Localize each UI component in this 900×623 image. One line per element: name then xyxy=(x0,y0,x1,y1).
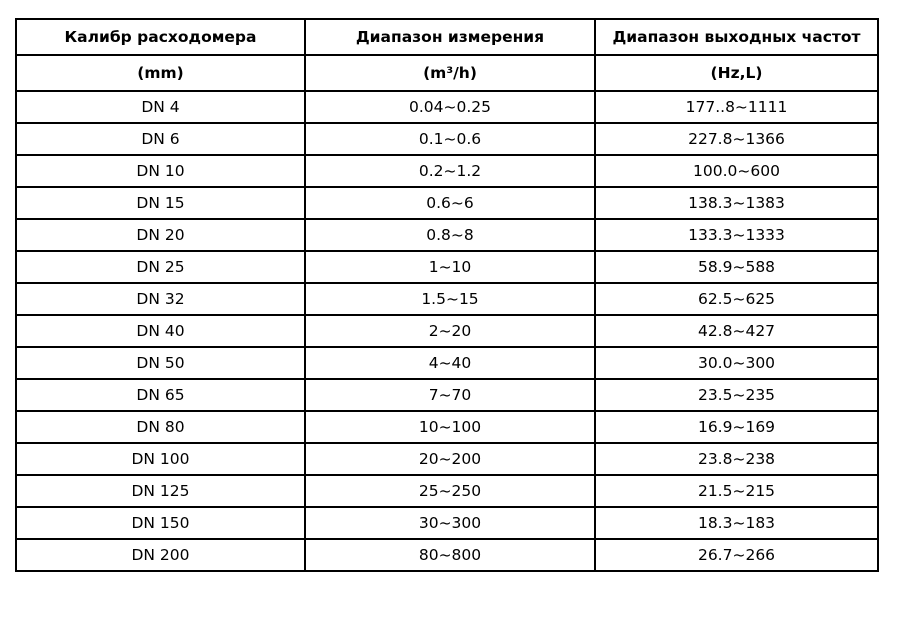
cell-measurement-range: 0.1~0.6 xyxy=(305,123,595,155)
cell-measurement-range: 0.6~6 xyxy=(305,187,595,219)
cell-caliber: DN 10 xyxy=(16,155,305,187)
header-output-frequency-range: Диапазон выходных частот xyxy=(595,19,878,55)
cell-caliber: DN 50 xyxy=(16,347,305,379)
cell-caliber: DN 4 xyxy=(16,91,305,123)
cell-measurement-range: 1.5~15 xyxy=(305,283,595,315)
table-row xyxy=(16,443,878,475)
header-row xyxy=(16,19,878,55)
cell-caliber: DN 6 xyxy=(16,123,305,155)
table-body xyxy=(16,91,878,571)
cell-caliber: DN 100 xyxy=(16,443,305,475)
table-row xyxy=(16,283,878,315)
table-row xyxy=(16,155,878,187)
cell-measurement-range: 10~100 xyxy=(305,411,595,443)
unit-measurement-range: (m³/h) xyxy=(305,55,595,91)
cell-output-frequency-range: 26.7~266 xyxy=(595,539,878,571)
table-row xyxy=(16,315,878,347)
cell-output-frequency-range: 62.5~625 xyxy=(595,283,878,315)
table-row xyxy=(16,379,878,411)
cell-measurement-range: 1~10 xyxy=(305,251,595,283)
unit-output-frequency-range: (Hz,L) xyxy=(595,55,878,91)
cell-output-frequency-range: 30.0~300 xyxy=(595,347,878,379)
cell-output-frequency-range: 138.3~1383 xyxy=(595,187,878,219)
cell-output-frequency-range: 100.0~600 xyxy=(595,155,878,187)
table-row xyxy=(16,475,878,507)
cell-measurement-range: 80~800 xyxy=(305,539,595,571)
flowmeter-spec-table xyxy=(15,18,879,572)
cell-output-frequency-range: 42.8~427 xyxy=(595,315,878,347)
table-row xyxy=(16,347,878,379)
cell-output-frequency-range: 18.3~183 xyxy=(595,507,878,539)
cell-caliber: DN 65 xyxy=(16,379,305,411)
cell-output-frequency-range: 58.9~588 xyxy=(595,251,878,283)
unit-caliber: (mm) xyxy=(16,55,305,91)
table-row xyxy=(16,539,878,571)
cell-caliber: DN 20 xyxy=(16,219,305,251)
table-row xyxy=(16,411,878,443)
cell-output-frequency-range: 16.9~169 xyxy=(595,411,878,443)
cell-measurement-range: 0.04~0.25 xyxy=(305,91,595,123)
cell-measurement-range: 25~250 xyxy=(305,475,595,507)
cell-caliber: DN 125 xyxy=(16,475,305,507)
cell-output-frequency-range: 133.3~1333 xyxy=(595,219,878,251)
cell-output-frequency-range: 23.8~238 xyxy=(595,443,878,475)
cell-measurement-range: 4~40 xyxy=(305,347,595,379)
cell-measurement-range: 20~200 xyxy=(305,443,595,475)
table-row xyxy=(16,251,878,283)
table-row xyxy=(16,123,878,155)
cell-measurement-range: 7~70 xyxy=(305,379,595,411)
cell-output-frequency-range: 227.8~1366 xyxy=(595,123,878,155)
cell-caliber: DN 40 xyxy=(16,315,305,347)
header-measurement-range: Диапазон измерения xyxy=(305,19,595,55)
cell-caliber: DN 150 xyxy=(16,507,305,539)
table-row xyxy=(16,91,878,123)
table-row xyxy=(16,507,878,539)
cell-caliber: DN 200 xyxy=(16,539,305,571)
cell-caliber: DN 25 xyxy=(16,251,305,283)
cell-output-frequency-range: 21.5~215 xyxy=(595,475,878,507)
cell-measurement-range: 30~300 xyxy=(305,507,595,539)
cell-caliber: DN 80 xyxy=(16,411,305,443)
cell-output-frequency-range: 23.5~235 xyxy=(595,379,878,411)
cell-measurement-range: 0.2~1.2 xyxy=(305,155,595,187)
cell-caliber: DN 15 xyxy=(16,187,305,219)
cell-measurement-range: 2~20 xyxy=(305,315,595,347)
cell-output-frequency-range: 177..8~1111 xyxy=(595,91,878,123)
cell-measurement-range: 0.8~8 xyxy=(305,219,595,251)
table-header xyxy=(16,19,878,91)
table-row xyxy=(16,187,878,219)
table-row xyxy=(16,219,878,251)
cell-caliber: DN 32 xyxy=(16,283,305,315)
units-row xyxy=(16,55,878,91)
header-caliber: Калибр расходомера xyxy=(16,19,305,55)
